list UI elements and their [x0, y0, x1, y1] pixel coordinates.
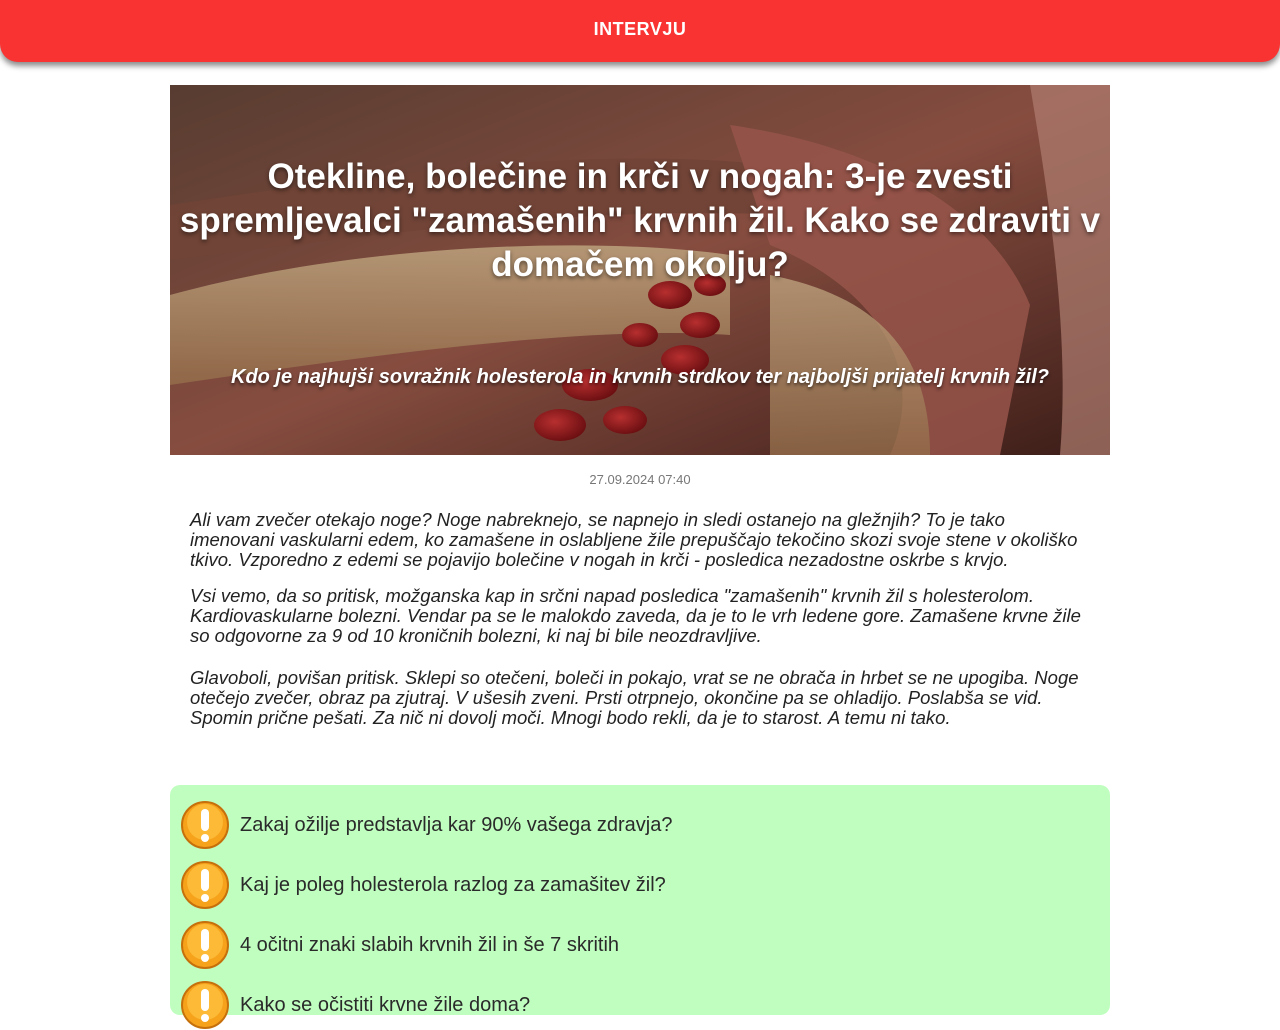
exclamation-warning-icon — [180, 800, 230, 850]
hero-banner — [170, 85, 1110, 455]
question-item — [180, 860, 666, 910]
exclamation-warning-icon — [180, 920, 230, 970]
article-paragraph: Ali vam zvečer otekajo noge? Noge nabreknejo, se napnejo in sledi ostanejo na gležnjih? To je tako imenovani vaskularni edem, ko zamašene in oslabljene žile prepuščajo tekočino skozi svoje stene v okoliško tkivo. Vzporedno z edemi se pojavijo bolečine v nogah in krči - posledica nezadostne oskrbe s krvjo. — [190, 509, 1078, 570]
question-item — [180, 800, 672, 850]
article-paragraph: Glavoboli, povišan pritisk. Sklepi so otečeni, boleči in pokajo, vrat se ne obrača in hrbet se ne upogiba. Noge otečejo zvečer, obraz pa zjutraj. V ušesih zveni. Prsti otrpnejo, okončine pa se ohladijo. Poslabša se vid. Spomin prične pešati. Za nič ni dovolj moči. Mnogi bodo rekli, da je to starost. A temu ni tako. — [190, 667, 1079, 728]
questions-box — [170, 785, 1110, 1015]
article-paragraph: Vsi vemo, da so pritisk, možganska kap in srčni napad posledica "zamašenih" krvnih žil s holesterolom. Kardiovaskularne bolezni. Vendar pa se le malokdo zaveda, da je to le vrh ledene gore. Zamašene krvne žile so odgovorne za 9 od 10 kroničnih bolezni, ki naj bi bile neozdravljive. — [190, 585, 1081, 646]
article-headline: Otekline, bolečine in krči v nogah: 3-je zvesti spremljevalci "zamašenih" krvnih žil. Kako se zdraviti v domačem okolju? — [179, 157, 1101, 284]
question-text: Kaj je poleg holesterola razlog za zamašitev žil? — [240, 873, 666, 896]
article-subheadline: Kdo je najhujši sovražnik holesterola in krvnih strdkov ter najboljši prijatelj krvnih žil? — [231, 366, 1049, 388]
question-item — [180, 980, 530, 1030]
question-text: Zakaj ožilje predstavlja kar 90% vašega zdravja? — [240, 813, 673, 836]
article-body — [190, 510, 1090, 744]
question-text: Kako se očistiti krvne žile doma? — [240, 993, 531, 1016]
exclamation-warning-icon — [180, 860, 230, 910]
top-header-bar — [0, 0, 1280, 62]
question-item — [180, 920, 619, 970]
section-title: INTERVJU — [593, 18, 687, 39]
publish-date: 27.09.2024 07:40 — [589, 472, 691, 487]
question-text: 4 očitni znaki slabih krvnih žil in še 7 skritih — [240, 933, 620, 956]
exclamation-warning-icon — [180, 980, 230, 1030]
